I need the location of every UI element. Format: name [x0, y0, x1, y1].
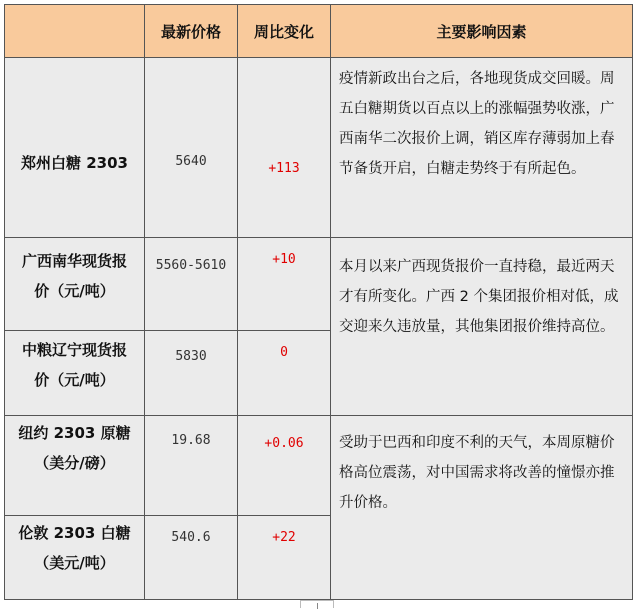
row-name-newyork: [4, 416, 145, 516]
row-name-liaoning: [4, 331, 145, 416]
row-name-line1: 广西南华现货报: [21, 252, 127, 270]
factor-text-1: 疫情新政出台之后，各地现货成交回暖。周五白糖期货以百点以上的涨幅强势收涨，广西南华二次报价上调，销区库存薄弱加上春节备货开启，白糖走势终于有所起色。: [331, 58, 633, 238]
row-price-london: 540.6: [145, 516, 238, 600]
row-price-liaoning: 5830: [145, 331, 238, 416]
row-name-line1: 纽约 2303 原糖: [18, 424, 131, 442]
row-change-london: +22: [238, 516, 331, 600]
row-change-zhengzhou: +113: [238, 58, 331, 238]
row-name-line2: （美元/吨）: [34, 554, 115, 572]
header-latest-price: 最新价格: [145, 4, 238, 58]
row-price-newyork: 19.68: [145, 416, 238, 516]
row-name-line1: 中粮辽宁现货报: [21, 341, 127, 359]
row-change-guangxi: +10: [238, 238, 331, 331]
row-name-guangxi: [4, 238, 145, 331]
row-price-guangxi: 5560-5610: [145, 238, 238, 331]
row-name-line2: 价（元/吨）: [34, 282, 115, 300]
insertion-tick: [317, 603, 318, 609]
row-name-text: 郑州白糖 2303: [21, 154, 128, 172]
row-price-zhengzhou: 5640: [145, 58, 238, 238]
factor-text-2: 本月以来广西现货报价一直持稳，最近两天才有所变化。广西 2 个集团报价相对低，成交迎来久违放量，其他集团报价维持高位。: [331, 238, 633, 416]
header-weekly-change: 周比变化: [238, 4, 331, 58]
row-name-line2: （美分/磅）: [34, 454, 115, 472]
header-name-cell: [4, 4, 145, 58]
row-name-line2: 价（元/吨）: [34, 371, 115, 389]
factor-text-3: 受助于巴西和印度不利的天气，本周原糖价格高位震荡，对中国需求将改善的憧憬亦推升价格。: [331, 416, 633, 600]
insertion-marker: [300, 600, 334, 608]
header-main-factors: 主要影响因素: [331, 4, 633, 58]
row-change-newyork: +0.06: [238, 416, 331, 516]
row-name-line1: 伦敦 2303 白糖: [18, 524, 131, 542]
row-change-liaoning: 0: [238, 331, 331, 416]
row-name-zhengzhou: [4, 58, 145, 238]
row-name-london: [4, 516, 145, 600]
